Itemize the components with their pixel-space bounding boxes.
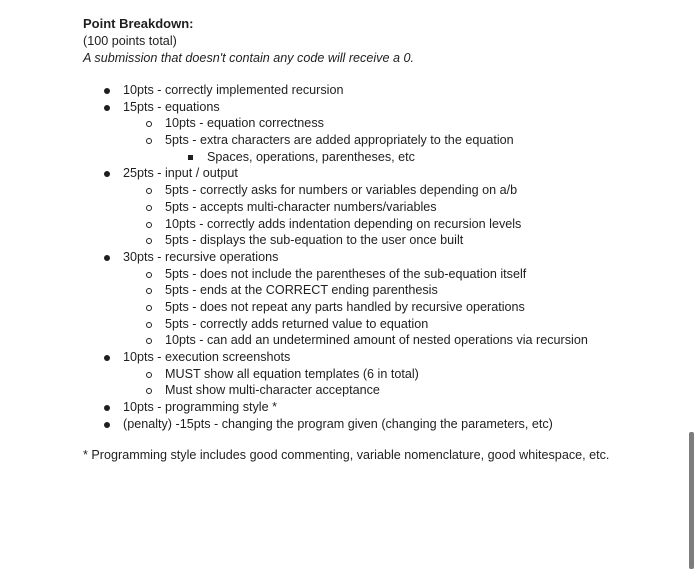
item-text: 10pts - programming style *: [123, 400, 277, 415]
item-text: 10pts - equation correctness: [165, 116, 324, 131]
item-text: 10pts - can add an undetermined amount of nested operations via recursion: [165, 333, 588, 348]
vertical-scrollbar-thumb[interactable]: [689, 432, 694, 569]
list-item: [83, 349, 683, 399]
item-text: Must show multi-character acceptance: [165, 383, 380, 398]
list-item: [83, 182, 683, 199]
item-text: 5pts - ends at the CORRECT ending parenthesis: [165, 283, 438, 298]
item-text: 10pts - correctly adds indentation depending on recursion levels: [165, 216, 522, 231]
no-code-warning: A submission that doesn't contain any code will receive a 0.: [83, 51, 414, 65]
item-text: 5pts - correctly adds returned value to equation: [165, 316, 429, 331]
bullet-square-icon: [188, 155, 193, 160]
list-item: [83, 199, 683, 216]
sub-list: [83, 182, 683, 249]
list-item: [83, 416, 683, 433]
page-title: Point Breakdown:: [83, 16, 194, 31]
item-text: 5pts - does not include the parentheses of the sub-equation itself: [165, 266, 527, 281]
list-item: [83, 382, 683, 399]
item-text: (penalty) -15pts - changing the program given (changing the parameters, etc): [123, 416, 553, 431]
point-breakdown-list: [83, 82, 683, 432]
list-item: [83, 366, 683, 383]
sub-sub-list: [83, 149, 683, 166]
item-text: 5pts - displays the sub-equation to the user once built: [165, 233, 464, 248]
item-text: MUST show all equation templates (6 in total): [165, 366, 419, 381]
item-text: 15pts - equations: [123, 99, 220, 114]
list-item: [83, 232, 683, 249]
list-item: [83, 266, 683, 283]
item-text: 10pts - correctly implemented recursion: [123, 83, 344, 97]
item-text: 5pts - correctly asks for numbers or variables depending on a/b: [165, 183, 518, 198]
list-item: [83, 82, 683, 99]
document-page: [83, 16, 683, 464]
footnote: * Programming style includes good commenting, variable nomenclature, good whitespace, etc.: [83, 448, 610, 463]
list-item: [83, 115, 683, 132]
bullet-circle-icon: [146, 322, 152, 328]
item-text: 10pts - execution screenshots: [123, 350, 291, 364]
item-text: 30pts - recursive operations: [123, 249, 279, 264]
bullet-circle-icon: [146, 272, 152, 278]
bullet-circle-icon: [146, 305, 152, 311]
item-text: 5pts - accepts multi-character numbers/variables: [165, 199, 437, 214]
sub-list: [83, 266, 683, 349]
bullet-disc-icon: [104, 355, 110, 361]
list-item: [83, 316, 683, 333]
list-item: [83, 216, 683, 233]
item-text: 5pts - does not repeat any parts handled by recursive operations: [165, 299, 525, 314]
bullet-disc-icon: [104, 422, 110, 428]
bullet-disc-icon: [104, 255, 110, 261]
list-item: [83, 299, 683, 316]
points-total: (100 points total): [83, 34, 177, 48]
sub-list: [83, 366, 683, 399]
list-item: [83, 249, 683, 349]
item-text: 25pts - input / output: [123, 166, 238, 181]
list-item: [83, 99, 683, 166]
item-text: Spaces, operations, parentheses, etc: [207, 149, 415, 164]
bullet-circle-icon: [146, 222, 152, 228]
item-text: 5pts - extra characters are added appropriately to the equation: [165, 133, 514, 148]
list-item: [83, 165, 683, 248]
list-item: [83, 132, 683, 165]
sub-list: [83, 115, 683, 165]
list-item: [83, 332, 683, 349]
bullet-circle-icon: [146, 205, 152, 211]
list-item: [83, 149, 683, 166]
bullet-disc-icon: [104, 88, 110, 94]
list-item: [83, 399, 683, 416]
list-item: [83, 282, 683, 299]
bullet-disc-icon: [104, 105, 110, 111]
bullet-circle-icon: [146, 372, 152, 378]
